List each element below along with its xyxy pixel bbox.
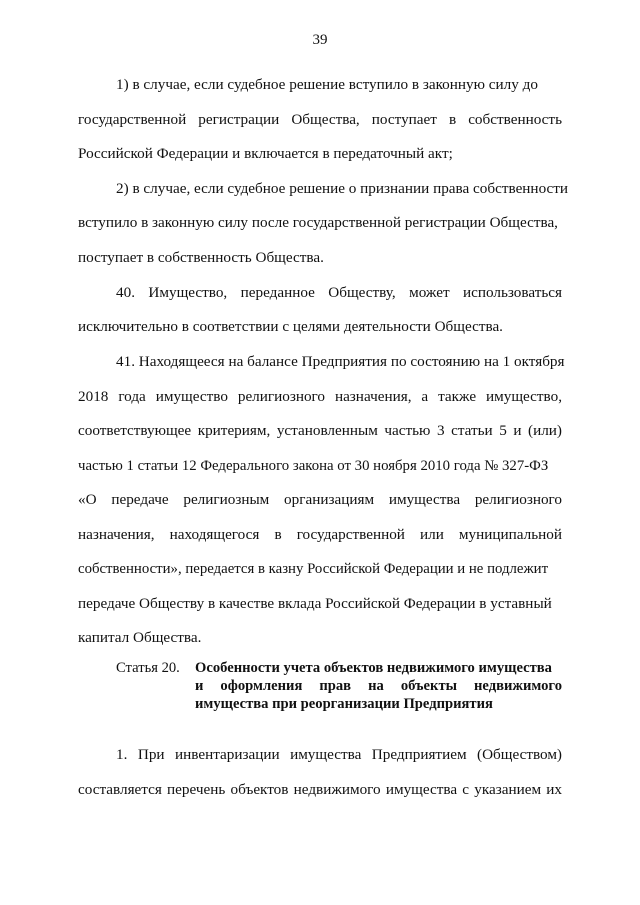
paragraph-41-line-3: соответствующее критериям, установленным частью 3 статьи 5 и (или) <box>78 422 562 439</box>
paragraph-41-line-8: передаче Обществу в качестве вклада Российской Федерации в уставный <box>78 595 552 612</box>
article-paragraph-1-line-1: 1. При инвентаризации имущества Предприятием (Обществом) <box>116 746 562 763</box>
paragraph-41-line-4: частью 1 статьи 12 Федерального закона от 30 ноября 2010 года № 327-ФЗ <box>78 458 549 474</box>
article-title-line-1: Особенности учета объектов недвижимого имущества <box>195 660 552 676</box>
paragraph-40-line-1: 40. Имущество, переданное Обществу, может использоваться <box>116 284 562 301</box>
paragraph-41-line-1: 41. Находящееся на балансе Предприятия по состоянию на 1 октября <box>116 353 565 370</box>
article-title-line-2: и оформления прав на объекты недвижимого <box>195 678 562 694</box>
paragraph-41-line-2: 2018 года имущество религиозного назначения, а также имущество, <box>78 388 562 405</box>
paragraph-1-line-1: 1) в случае, если судебное решение вступило в законную силу до <box>116 76 538 93</box>
paragraph-2-line-3: поступает в собственность Общества. <box>78 249 324 266</box>
paragraph-1-line-3: Российской Федерации и включается в передаточный акт; <box>78 145 453 162</box>
paragraph-41-line-7: собственности», передается в казну Российской Федерации и не подлежит <box>78 561 549 577</box>
paragraph-1-line-2: государственной регистрации Общества, поступает в собственность <box>78 111 562 128</box>
paragraph-2-line-2: вступило в законную силу после государственной регистрации Общества, <box>78 214 558 231</box>
article-title-line-3: имущества при реорганизации Предприятия <box>195 696 493 712</box>
article-label: Статья 20. <box>116 660 180 676</box>
page-number: 39 <box>312 32 328 48</box>
paragraph-40-line-2: исключительно в соответствии с целями деятельности Общества. <box>78 318 503 335</box>
paragraph-41-line-9: капитал Общества. <box>78 629 202 646</box>
paragraph-41-line-6: назначения, находящегося в государственной или муниципальной <box>78 526 562 543</box>
paragraph-2-line-1: 2) в случае, если судебное решение о признании права собственности <box>116 180 569 197</box>
article-paragraph-1-line-2: составляется перечень объектов недвижимого имущества с указанием их <box>78 781 562 798</box>
paragraph-41-line-5: «О передаче религиозным организациям имущества религиозного <box>78 491 562 508</box>
